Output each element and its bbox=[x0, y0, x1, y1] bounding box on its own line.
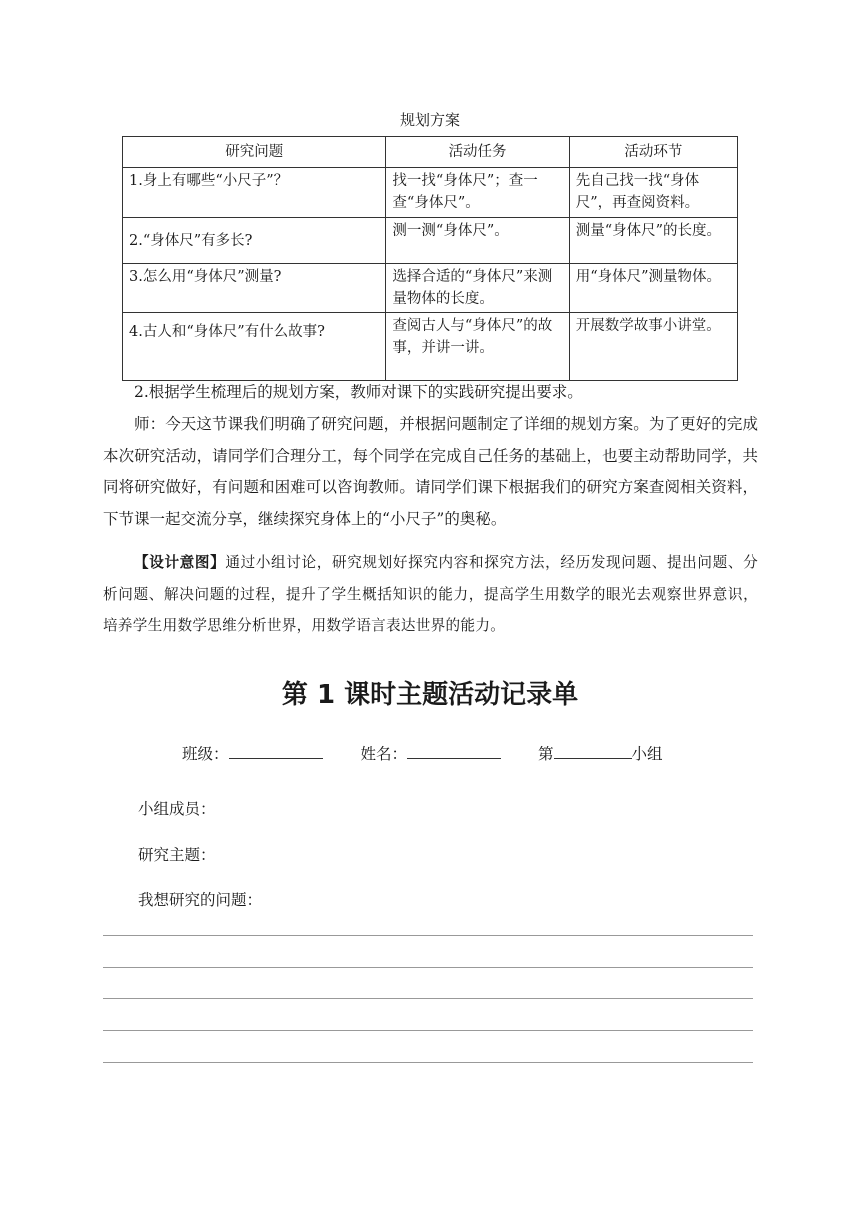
form-header-row bbox=[182, 742, 663, 764]
answer-line[interactable] bbox=[103, 935, 753, 936]
teacher-paragraph: 师：今天这节课我们明确了研究问题，并根据问题制定了详细的规划方案。为了更好的完成本次研究活动，请同学们合理分工，每个同学在完成自己任务的基础上，也要主动帮助同学，共同将研究做好，有问题和困难可以咨询教师。请同学们课下根据我们的研究方案查阅相关资料，下节课一起交流分享，继续探究身体上的“小尺子”的奥秘。 bbox=[103, 415, 758, 528]
topic-field-label: 研究主题： bbox=[138, 846, 216, 864]
table-row bbox=[123, 218, 738, 264]
cell-question: 4.古人和“身体尺”有什么故事? bbox=[123, 313, 386, 381]
cell-step: 先自己找一找“身体尺”，再查阅资料。 bbox=[569, 168, 737, 218]
name-blank[interactable] bbox=[407, 742, 501, 759]
header-task: 活动任务 bbox=[386, 137, 569, 168]
record-title: 第 1 课时主题活动记录单 bbox=[281, 680, 579, 710]
cell-task: 查阅古人与“身体尺”的故事，并讲一讲。 bbox=[386, 313, 569, 381]
table-caption: 规划方案 bbox=[399, 111, 460, 129]
cell-question: 3.怎么用“身体尺”测量? bbox=[123, 264, 386, 313]
cell-step: 开展数学故事小讲堂。 bbox=[569, 313, 737, 381]
cell-task: 选择合适的“身体尺”来测量物体的长度。 bbox=[386, 264, 569, 313]
design-intent-text: 通过小组讨论，研究规划好探究内容和探究方法，经历发现问题、提出问题、分析问题、解决问题的过程，提升了学生概括知识的能力，提高学生用数学的眼光去观察世界意识，培养学生用数学思维分析世界，用数学语言表达世界的能力。 bbox=[103, 554, 758, 634]
group-prefix: 第 bbox=[538, 745, 554, 763]
cell-step: 测量“身体尺”的长度。 bbox=[569, 218, 737, 264]
cell-task: 测一测“身体尺”。 bbox=[386, 218, 569, 264]
class-blank[interactable] bbox=[229, 742, 323, 759]
cell-task: 找一找“身体尺”；查一查“身体尺”。 bbox=[386, 168, 569, 218]
cell-step: 用“身体尺”测量物体。 bbox=[569, 264, 737, 313]
answer-line[interactable] bbox=[103, 998, 753, 999]
group-blank[interactable] bbox=[554, 742, 632, 759]
header-question: 研究问题 bbox=[123, 137, 386, 168]
plan-table bbox=[122, 136, 738, 381]
cell-question: 1.身上有哪些“小尺子”？ bbox=[123, 168, 386, 218]
table-header-row bbox=[123, 137, 738, 168]
design-intent-label: 【设计意图】 bbox=[134, 554, 226, 571]
class-label: 班级： bbox=[182, 745, 229, 763]
name-label: 姓名： bbox=[360, 745, 408, 763]
table-row bbox=[123, 313, 738, 381]
members-field-label: 小组成员： bbox=[138, 800, 216, 818]
table-row bbox=[123, 264, 738, 313]
header-step: 活动环节 bbox=[569, 137, 737, 168]
answer-line[interactable] bbox=[103, 1030, 753, 1031]
group-suffix: 小组 bbox=[631, 745, 663, 763]
answer-line[interactable] bbox=[103, 1062, 753, 1063]
cell-question: 2.“身体尺”有多长? bbox=[123, 218, 386, 264]
table-row bbox=[123, 168, 738, 218]
question-field-label: 我想研究的问题： bbox=[138, 891, 263, 909]
design-intent-paragraph bbox=[103, 547, 758, 642]
requirement-paragraph: 2.根据学生梳理后的规划方案，教师对课下的实践研究提出要求。 bbox=[134, 383, 583, 401]
answer-line[interactable] bbox=[103, 967, 753, 968]
